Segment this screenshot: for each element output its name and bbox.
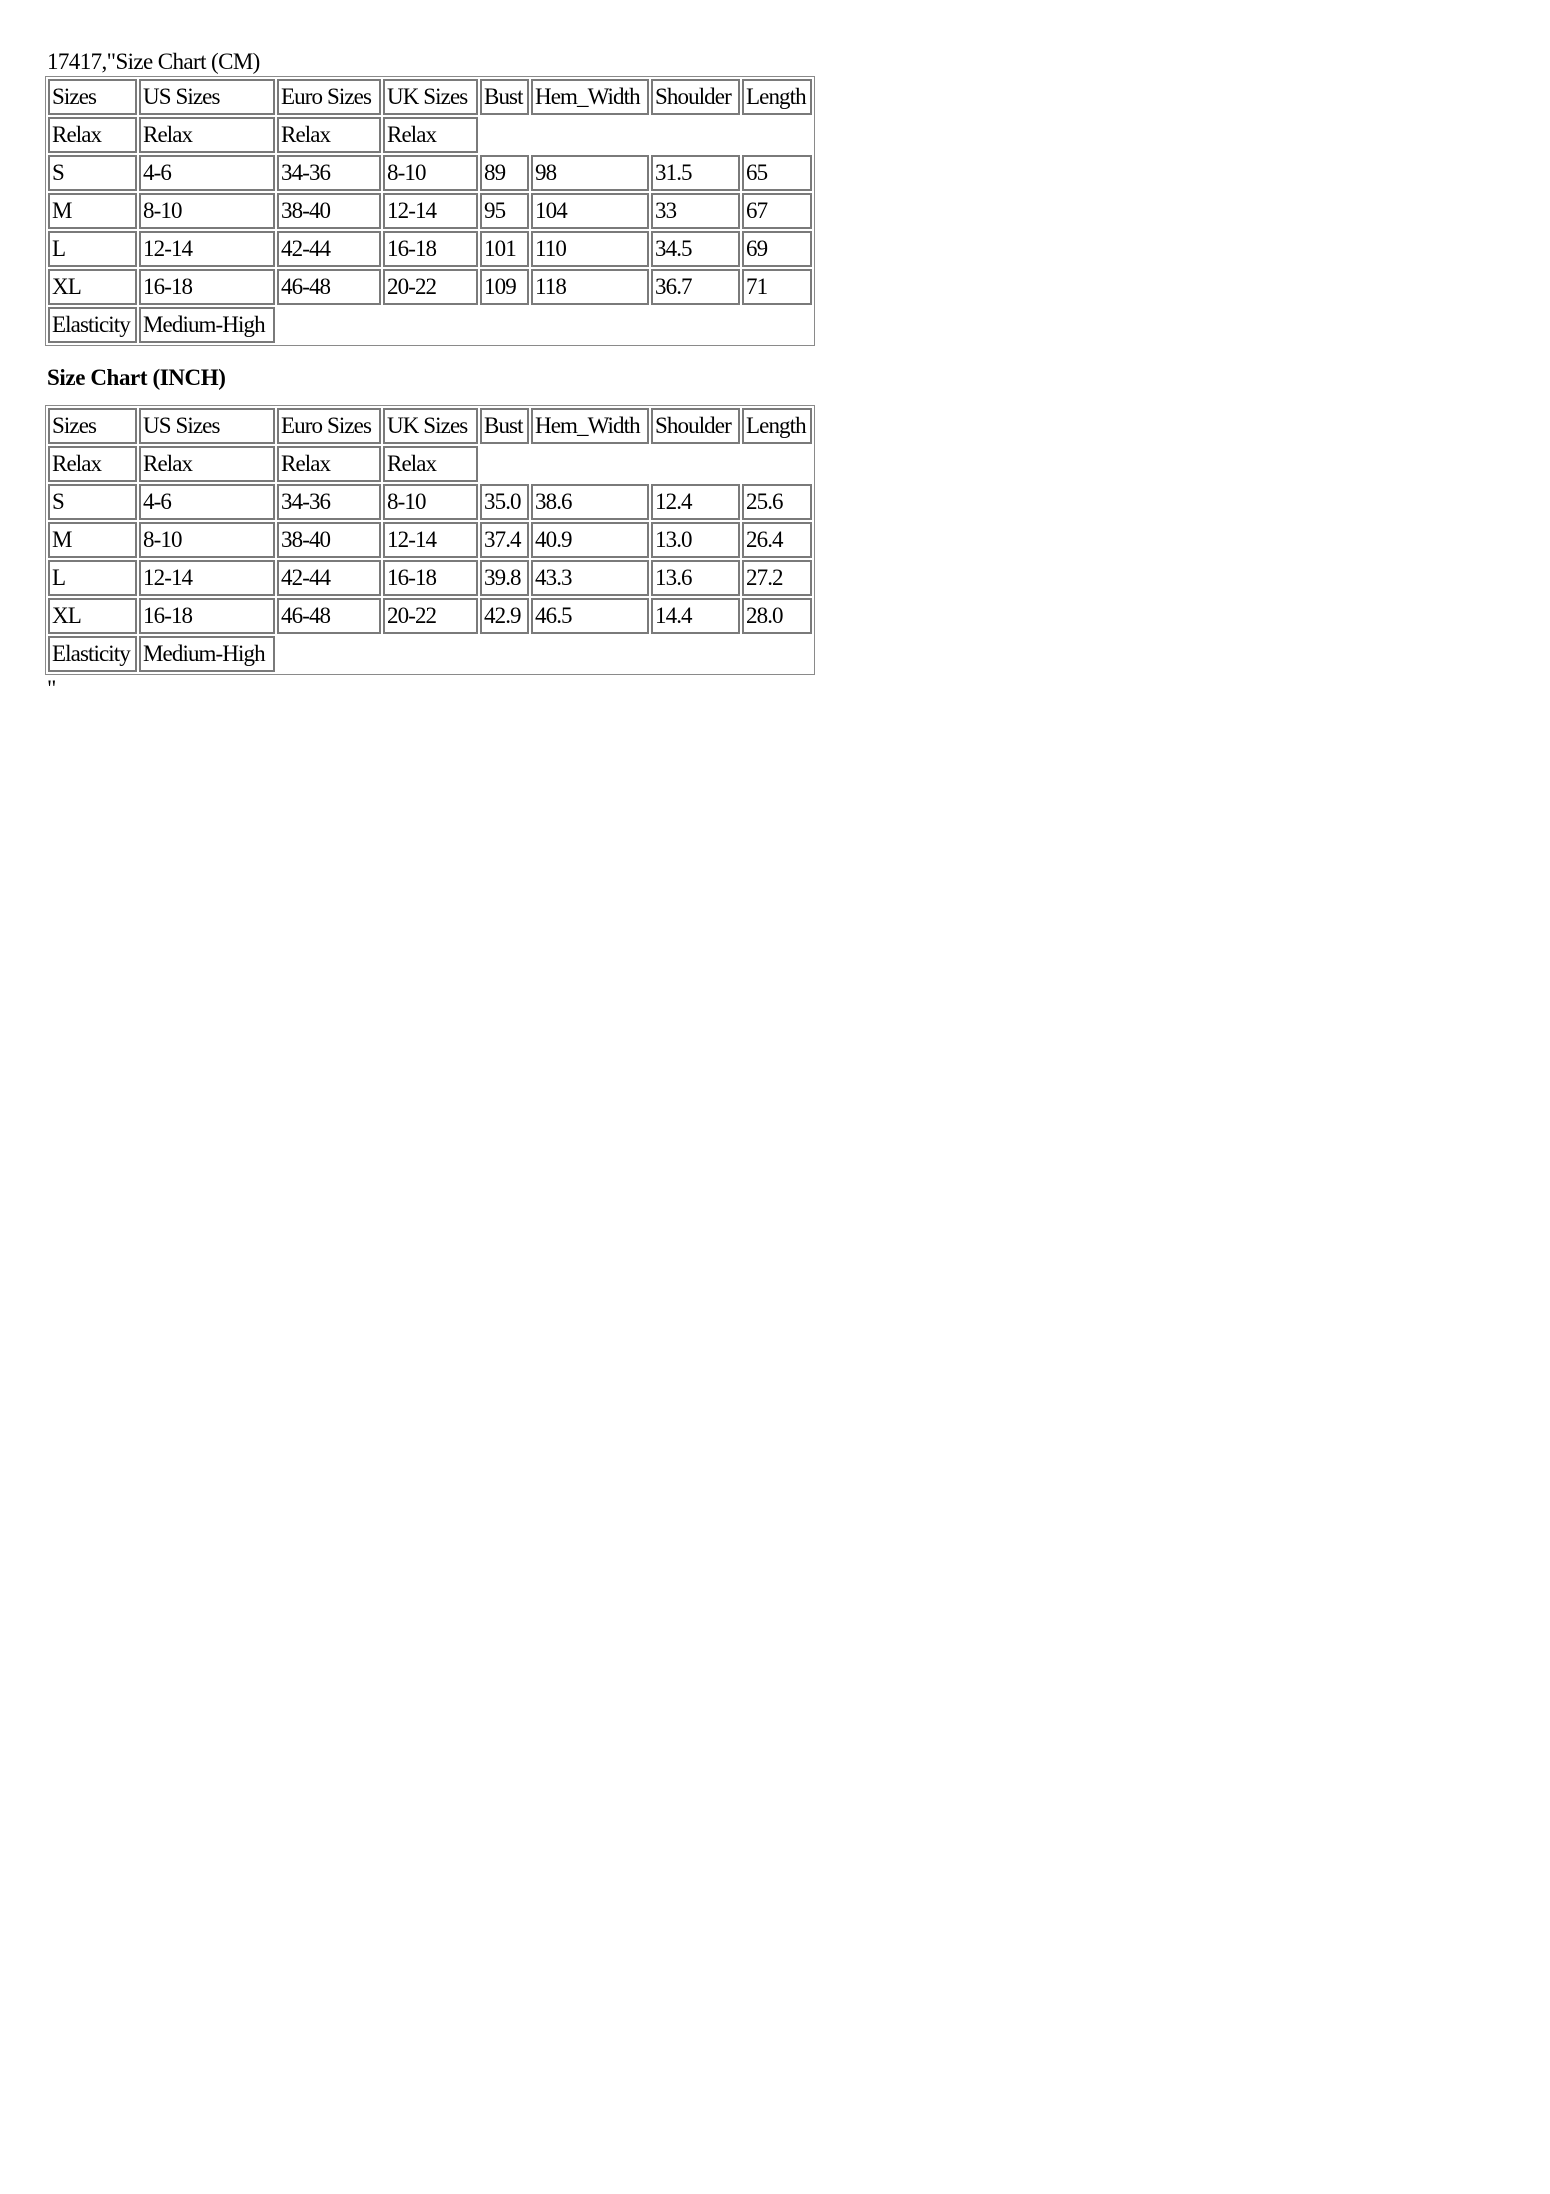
size-chart-cm-table bbox=[45, 76, 815, 346]
table-cell: 38-40 bbox=[277, 193, 381, 229]
table-cell: 8-10 bbox=[139, 522, 275, 558]
table-cell: 12-14 bbox=[383, 522, 478, 558]
table-cell: 20-22 bbox=[383, 598, 478, 634]
table-row bbox=[48, 269, 812, 305]
header-cell: UK Sizes bbox=[383, 79, 478, 115]
table-cell: 13.0 bbox=[651, 522, 740, 558]
elasticity-row bbox=[48, 636, 812, 672]
header-cell: Sizes bbox=[48, 408, 137, 444]
table-cell: Elasticity bbox=[48, 307, 137, 343]
table-cell: Medium-High bbox=[139, 307, 275, 343]
table-cell: Relax bbox=[139, 117, 275, 153]
table-cell: 27.2 bbox=[742, 560, 812, 596]
header-cell: Shoulder bbox=[651, 79, 740, 115]
table-row bbox=[48, 522, 812, 558]
header-cell: Shoulder bbox=[651, 408, 740, 444]
table-cell: 39.8 bbox=[480, 560, 529, 596]
table-cell: L bbox=[48, 560, 137, 596]
intro-line: 17417,"Size Chart (CM) bbox=[47, 49, 260, 74]
table-cell: 12.4 bbox=[651, 484, 740, 520]
table-cell: 12-14 bbox=[139, 231, 275, 267]
empty-cell bbox=[480, 446, 812, 482]
table-cell: 16-18 bbox=[383, 560, 478, 596]
header-cell: UK Sizes bbox=[383, 408, 478, 444]
table-cell: 34.5 bbox=[651, 231, 740, 267]
table-cell: 37.4 bbox=[480, 522, 529, 558]
table-cell: 31.5 bbox=[651, 155, 740, 191]
table-cell: 98 bbox=[531, 155, 649, 191]
table-cell: 4-6 bbox=[139, 155, 275, 191]
table-cell: S bbox=[48, 155, 137, 191]
header-cell: Length bbox=[742, 408, 812, 444]
table-row bbox=[48, 484, 812, 520]
empty-cell bbox=[277, 307, 812, 343]
empty-cell bbox=[480, 117, 812, 153]
table-cell: 38-40 bbox=[277, 522, 381, 558]
table-cell: 16-18 bbox=[383, 231, 478, 267]
table-cell: 26.4 bbox=[742, 522, 812, 558]
table-cell: 12-14 bbox=[383, 193, 478, 229]
table-cell: M bbox=[48, 522, 137, 558]
table-cell: Relax bbox=[383, 117, 478, 153]
table-cell: Relax bbox=[139, 446, 275, 482]
table-cell: 8-10 bbox=[383, 484, 478, 520]
table-cell: 42.9 bbox=[480, 598, 529, 634]
header-cell: Hem_Width bbox=[531, 79, 649, 115]
document-page bbox=[47, 48, 815, 703]
table-cell: 13.6 bbox=[651, 560, 740, 596]
elasticity-row bbox=[48, 307, 812, 343]
relax-row bbox=[48, 446, 812, 482]
table-cell: Relax bbox=[383, 446, 478, 482]
header-cell: Hem_Width bbox=[531, 408, 649, 444]
header-cell: US Sizes bbox=[139, 408, 275, 444]
table-cell: 8-10 bbox=[139, 193, 275, 229]
table-cell: 36.7 bbox=[651, 269, 740, 305]
table-cell: 34-36 bbox=[277, 155, 381, 191]
table-cell: XL bbox=[48, 269, 137, 305]
table-cell: 69 bbox=[742, 231, 812, 267]
table-cell: M bbox=[48, 193, 137, 229]
table-cell: 4-6 bbox=[139, 484, 275, 520]
table-cell: 38.6 bbox=[531, 484, 649, 520]
table-cell: 34-36 bbox=[277, 484, 381, 520]
table-cell: 40.9 bbox=[531, 522, 649, 558]
table-header-row bbox=[48, 408, 812, 444]
table-cell: 28.0 bbox=[742, 598, 812, 634]
table-cell: 12-14 bbox=[139, 560, 275, 596]
header-cell: Sizes bbox=[48, 79, 137, 115]
table-cell: L bbox=[48, 231, 137, 267]
table-cell: 65 bbox=[742, 155, 812, 191]
table-cell: 46-48 bbox=[277, 269, 381, 305]
table-cell: 110 bbox=[531, 231, 649, 267]
table-cell: Relax bbox=[48, 117, 137, 153]
inch-chart-heading: Size Chart (INCH) bbox=[47, 365, 226, 390]
header-cell: Bust bbox=[480, 408, 529, 444]
table-cell: 89 bbox=[480, 155, 529, 191]
size-chart-inch-table bbox=[45, 405, 815, 675]
table-cell: 109 bbox=[480, 269, 529, 305]
closing-quote: " bbox=[47, 676, 56, 701]
table-cell: 33 bbox=[651, 193, 740, 229]
table-cell: 67 bbox=[742, 193, 812, 229]
table-cell: 46-48 bbox=[277, 598, 381, 634]
table-row bbox=[48, 231, 812, 267]
table-row bbox=[48, 155, 812, 191]
table-row bbox=[48, 193, 812, 229]
header-cell: US Sizes bbox=[139, 79, 275, 115]
table-cell: 20-22 bbox=[383, 269, 478, 305]
header-cell: Euro Sizes bbox=[277, 79, 381, 115]
table-cell: Relax bbox=[277, 446, 381, 482]
table-cell: 43.3 bbox=[531, 560, 649, 596]
table-cell: 35.0 bbox=[480, 484, 529, 520]
table-cell: Elasticity bbox=[48, 636, 137, 672]
table-cell: Medium-High bbox=[139, 636, 275, 672]
table-cell: 42-44 bbox=[277, 560, 381, 596]
empty-cell bbox=[277, 636, 812, 672]
table-cell: 14.4 bbox=[651, 598, 740, 634]
table-cell: 8-10 bbox=[383, 155, 478, 191]
table-cell: 95 bbox=[480, 193, 529, 229]
table-cell: 101 bbox=[480, 231, 529, 267]
table-cell: XL bbox=[48, 598, 137, 634]
table-row bbox=[48, 598, 812, 634]
table-cell: Relax bbox=[48, 446, 137, 482]
table-cell: 16-18 bbox=[139, 269, 275, 305]
table-cell: 42-44 bbox=[277, 231, 381, 267]
table-row bbox=[48, 560, 812, 596]
table-cell: 46.5 bbox=[531, 598, 649, 634]
table-header-row bbox=[48, 79, 812, 115]
header-cell: Bust bbox=[480, 79, 529, 115]
relax-row bbox=[48, 117, 812, 153]
table-cell: 104 bbox=[531, 193, 649, 229]
header-cell: Length bbox=[742, 79, 812, 115]
table-cell: 16-18 bbox=[139, 598, 275, 634]
table-cell: 25.6 bbox=[742, 484, 812, 520]
table-cell: Relax bbox=[277, 117, 381, 153]
table-cell: 118 bbox=[531, 269, 649, 305]
header-cell: Euro Sizes bbox=[277, 408, 381, 444]
table-cell: S bbox=[48, 484, 137, 520]
table-cell: 71 bbox=[742, 269, 812, 305]
